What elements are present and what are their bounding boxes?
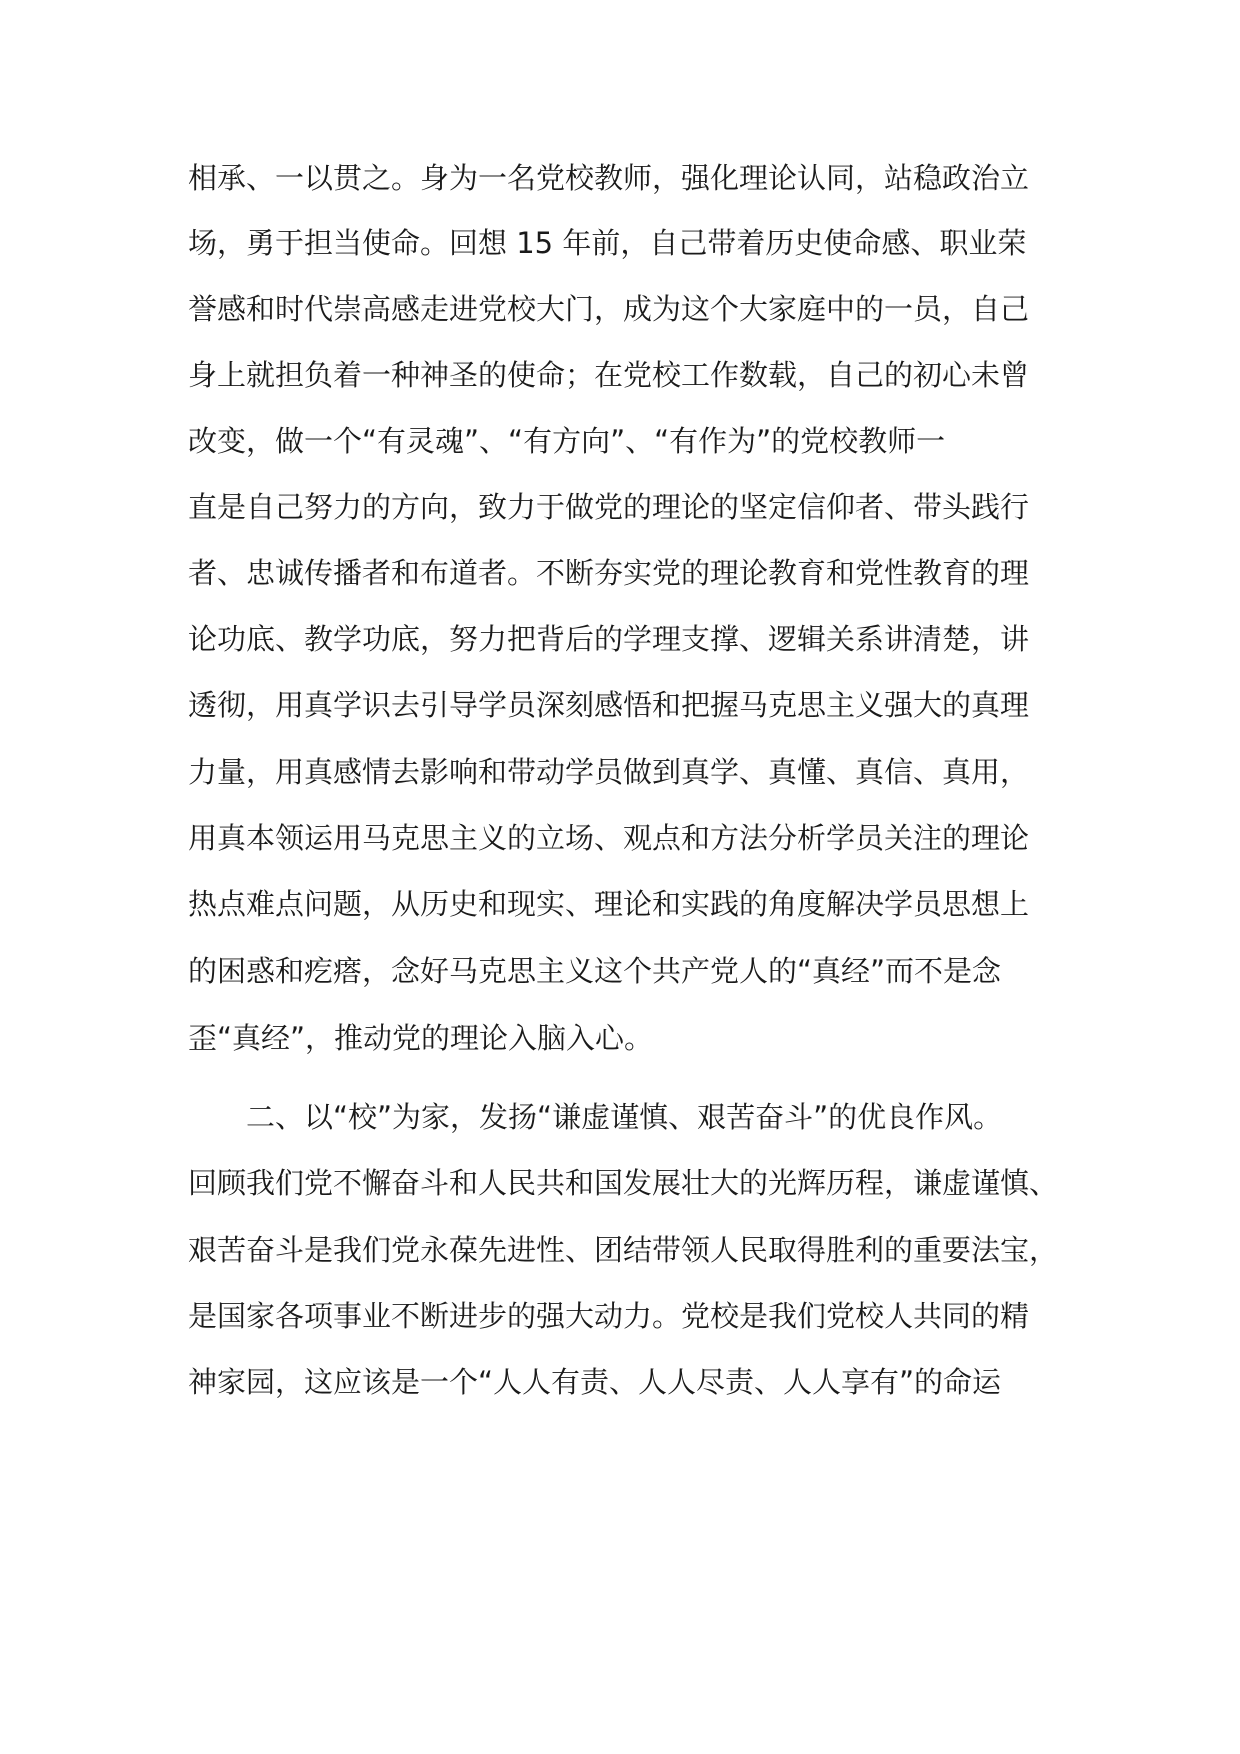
paragraph-2-line-5: 神家园，这应该是一个“人人有责、人人尽责、人人享有”的命运	[188, 1365, 1002, 1399]
paragraph-1-line-10: 力量，用真感情去影响和带动学员做到真学、真懂、真信、真用，	[188, 755, 1030, 789]
paragraph-1-line-9: 透彻，用真学识去引导学员深刻感悟和把握马克思主义强大的真理	[188, 688, 1030, 722]
paragraph-1-line-14: 歪“真经”，推动党的理论入脑入心。	[188, 1021, 654, 1055]
paragraph-2-line-2: 回顾我们党不懈奋斗和人民共和国发展壮大的光辉历程，谦虚谨慎、	[188, 1166, 1059, 1200]
paragraph-2-line-1: 二、以“校”为家，发扬“谦虚谨慎、艰苦奋斗”的优良作风。	[246, 1100, 1003, 1134]
paragraph-2-line-3: 艰苦奋斗是我们党永葆先进性、团结带领人民取得胜利的重要法宝，	[188, 1233, 1059, 1267]
paragraph-1-line-6: 直是自己努力的方向，致力于做党的理论的坚定信仰者、带头践行	[188, 490, 1030, 524]
paragraph-1-line-13: 的困惑和疙瘩，念好马克思主义这个共产党人的“真经”而不是念	[188, 954, 1002, 988]
paragraph-1-line-4: 身上就担负着一种神圣的使命；在党校工作数载，自己的初心未曾	[188, 358, 1030, 392]
paragraph-1-line-11: 用真本领运用马克思主义的立场、观点和方法分析学员关注的理论	[188, 821, 1030, 855]
paragraph-1-line-8: 论功底、教学功底，努力把背后的学理支撑、逻辑关系讲清楚，讲	[188, 622, 1030, 656]
paragraph-1-line-3: 誉感和时代崇高感走进党校大门，成为这个大家庭中的一员，自己	[188, 292, 1030, 326]
paragraph-2-line-4: 是国家各项事业不断进步的强大动力。党校是我们党校人共同的精	[188, 1299, 1030, 1333]
paragraph-1-line-5: 改变，做一个“有灵魂”、“有方向”、“有作为”的党校教师一	[188, 424, 946, 458]
paragraph-1-line-1: 相承、一以贯之。身为一名党校教师，强化理论认同，站稳政治立	[188, 161, 1030, 195]
paragraph-1-line-7: 者、忠诚传播者和布道者。不断夯实党的理论教育和党性教育的理	[188, 556, 1030, 590]
paragraph-1-line-2: 场，勇于担当使命。回想 15 年前，自己带着历史使命感、职业荣	[188, 226, 1027, 260]
paragraph-1-line-12: 热点难点问题，从历史和现实、理论和实践的角度解决学员思想上	[188, 887, 1030, 921]
